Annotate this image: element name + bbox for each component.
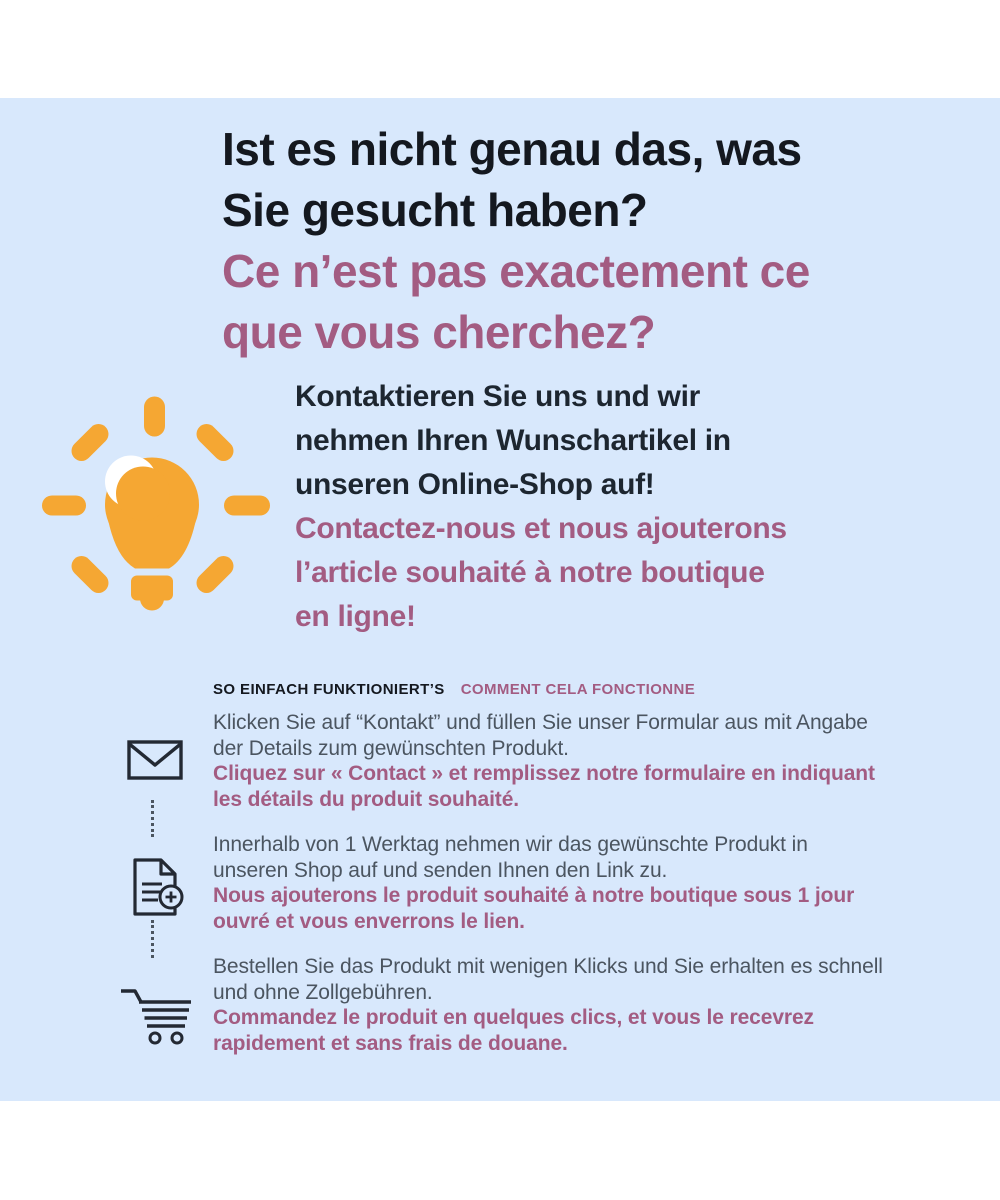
step-3-text-german: Bestellen Sie das Produkt mit wenigen Klicks und Sie erhalten es schnell und ohne Zollgebühren. bbox=[213, 955, 883, 1004]
step-1-text-french: Cliquez sur « Contact » et remplissez notre formulaire en indiquant les détails du produit souhaité. bbox=[213, 762, 875, 811]
document-add-icon bbox=[124, 856, 188, 920]
shopping-cart-icon bbox=[117, 981, 195, 1045]
intro-text-french: Contactez-nous et nous ajouterons l’article souhaité à notre boutique en ligne! bbox=[295, 512, 787, 633]
lightbulb-ray-top bbox=[144, 397, 165, 437]
lightbulb-icon bbox=[40, 394, 275, 625]
how-it-works-heading bbox=[213, 680, 695, 699]
how-it-works-label-german: SO EINFACH FUNKTIONIERT’S bbox=[213, 681, 445, 698]
headline-french: Ce n’est pas exactement ce que vous cherchez? bbox=[222, 245, 810, 358]
envelope-icon bbox=[127, 740, 183, 780]
step-1-text-german: Klicken Sie auf “Kontakt” und füllen Sie unser Formular aus mit Angabe der Details zum gewünschten Produkt. bbox=[213, 711, 868, 760]
dotted-connector bbox=[151, 920, 154, 958]
step-3-text-french: Commandez le produit en quelques clics, et vous le recevrez rapidement et sans frais de douane. bbox=[213, 1006, 814, 1055]
intro-text-german: Kontaktieren Sie uns und wir nehmen Ihren Wunschartikel in unseren Online-Shop auf! bbox=[295, 380, 731, 501]
how-it-works-label-french: COMMENT CELA FONCTIONNE bbox=[460, 681, 696, 698]
step-2-text-german: Innerhalb von 1 Werktag nehmen wir das gewünschte Produkt in unseren Shop auf und senden Ihnen den Link zu. bbox=[213, 833, 808, 882]
step-2-text-french: Nous ajouterons le produit souhaité à notre boutique sous 1 jour ouvré et vous enverrons le lien. bbox=[213, 884, 855, 933]
dotted-connector bbox=[151, 800, 154, 837]
headline-german: Ist es nicht genau das, was Sie gesucht haben? bbox=[222, 123, 802, 236]
